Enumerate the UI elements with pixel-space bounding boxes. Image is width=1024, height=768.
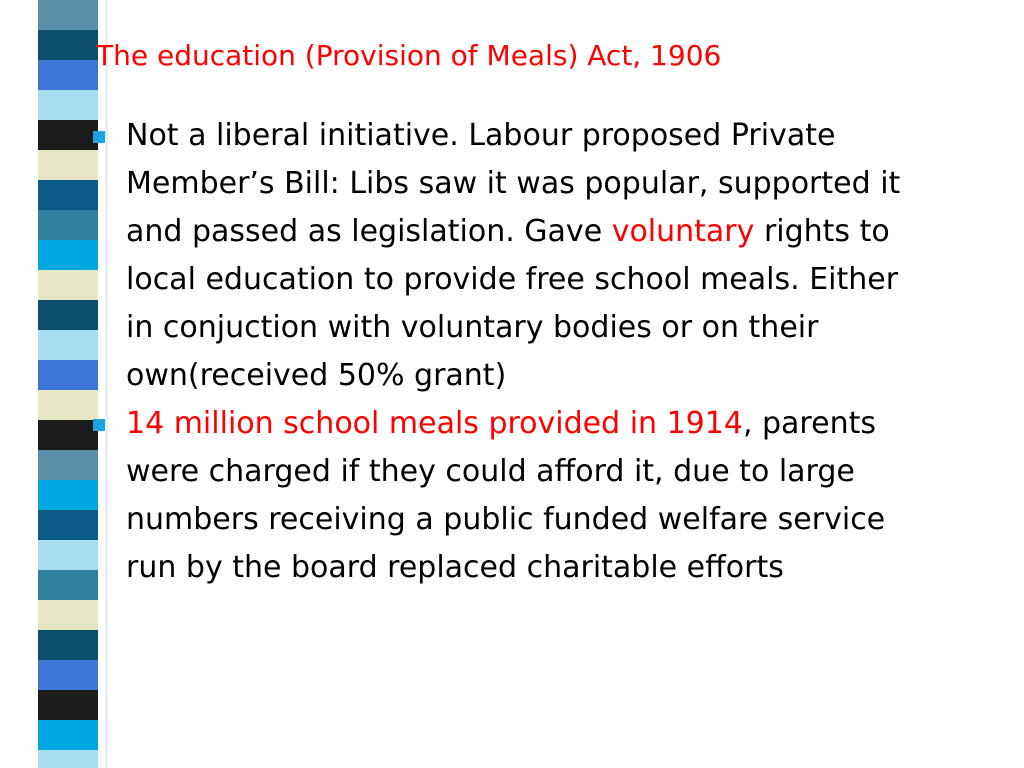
slide-body <box>88 112 928 592</box>
stripe-block <box>38 0 98 30</box>
stripe-block <box>38 60 98 90</box>
bullet-text: , parents were charged if they could afford it, due to large numbers receiving a public funded welfare service run by the board replaced charitable efforts <box>126 406 886 585</box>
square-bullet-icon <box>93 419 105 431</box>
stripe-block <box>38 690 98 720</box>
stripe-block <box>38 30 98 60</box>
stripe-block <box>38 750 98 768</box>
bullet-item <box>88 112 928 400</box>
slide-title: The education (Provision of Meals) Act, 1906 <box>96 39 722 72</box>
stripe-block <box>38 660 98 690</box>
bullet-highlight: voluntary <box>611 214 755 249</box>
bullet-text: rights to local education to provide free school meals. Either in conjuction with voluntary bodies or on their own(received 50% grant) <box>126 214 899 393</box>
square-bullet-icon <box>93 131 105 143</box>
bullet-highlight: 14 million school meals provided in 1914 <box>126 406 743 441</box>
bullet-text: Not a liberal initiative. Labour proposed Private Member’s Bill: Libs saw it was popular, supported it and passed as legislation. Gave <box>126 118 901 249</box>
bullet-item <box>88 400 928 592</box>
stripe-block <box>38 720 98 750</box>
stripe-block <box>38 600 98 630</box>
stripe-block <box>38 630 98 660</box>
